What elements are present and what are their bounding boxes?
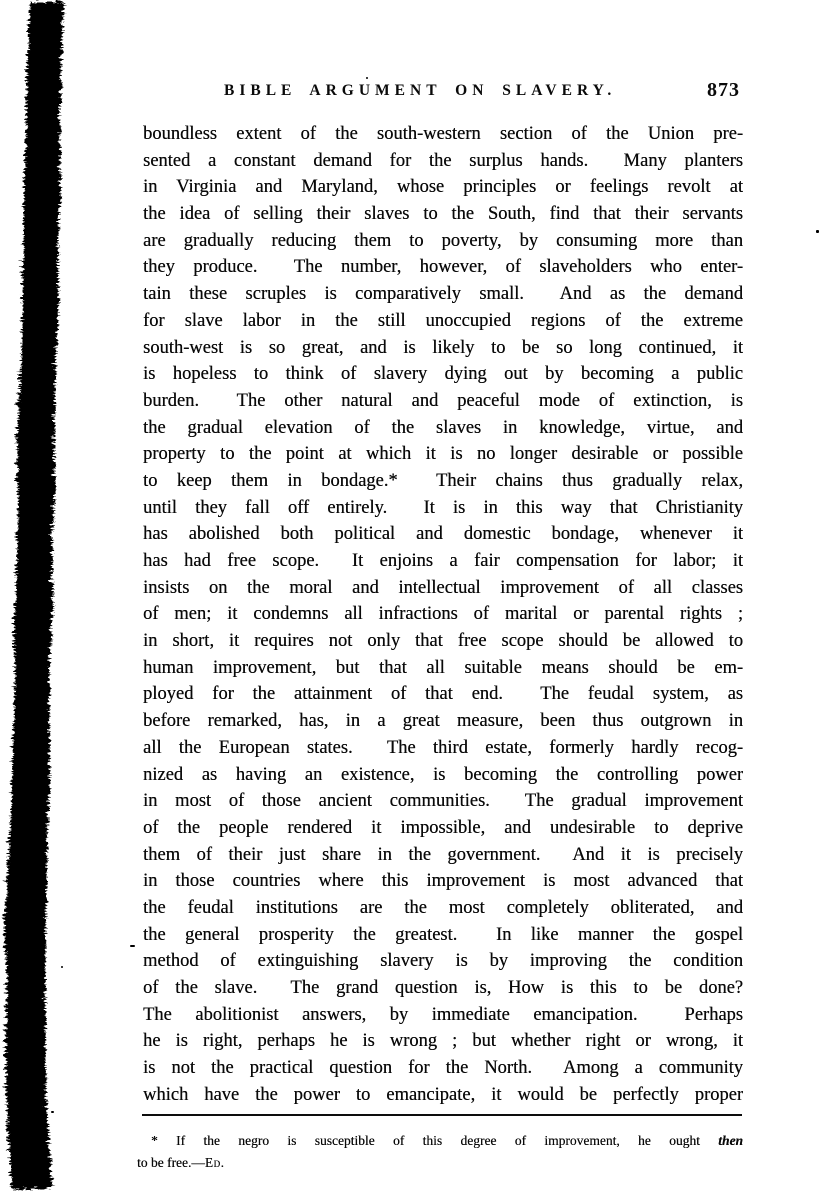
text-line: to keep them in bondage.* Their chains thus gradually relax, <box>143 470 743 491</box>
text-line: in Virginia and Maryland, whose principles or feelings revolt at <box>143 177 743 198</box>
text-line: property to the point at which it is no longer desirable or possible <box>143 444 743 465</box>
text-line: The abolitionist answers, by immediate emancipation. Perhaps <box>143 1004 743 1025</box>
text-line: the gradual elevation of the slaves in knowledge, virtue, and <box>143 417 743 438</box>
text-line: tain these scruples is comparatively small. And as the demand <box>143 284 743 305</box>
text-line: ployed for the attainment of that end. The feudal system, as <box>143 684 743 705</box>
ink-speck <box>61 966 63 968</box>
text-line: which have the power to emancipate, it would be perfectly proper <box>143 1084 743 1105</box>
text-line: them of their just share in the government. And it is precisely <box>143 844 743 865</box>
text-line: are gradually reducing them to poverty, by consuming more than <box>143 230 743 251</box>
footnote-line-1 <box>137 1130 743 1152</box>
text-line: he is right, perhaps he is wrong ; but whether right or wrong, it <box>143 1031 743 1052</box>
text-line: boundless extent of the south-western section of the Union pre- <box>143 124 743 144</box>
text-line: the general prosperity the greatest. In like manner the gospel <box>143 924 743 945</box>
running-title: BIBLE ARGUMENT ON SLAVERY. <box>224 82 617 99</box>
text-line: nized as having an existence, is becoming the controlling power <box>143 764 743 785</box>
text-line: has abolished both political and domestic bondage, whenever it <box>143 524 743 545</box>
footnote-italic-word: then <box>718 1133 743 1148</box>
text-line: sented a constant demand for the surplus hands. Many planters <box>143 150 743 171</box>
scan-binding-shadow <box>0 0 80 1200</box>
text-line: method of extinguishing slavery is by improving the condition <box>143 951 743 972</box>
footnote-editor-abbr: Ed. <box>204 1154 225 1170</box>
text-line: human improvement, but that all suitable means should be em- <box>143 657 743 678</box>
text-line: of the slave. The grand question is, How is this to be done? <box>143 978 743 998</box>
text-line: of the people rendered it impossible, and undesirable to deprive <box>143 817 743 838</box>
footnote-line-2 <box>137 1152 743 1174</box>
text-line: burden. The other natural and peaceful mode of extinction, is <box>143 390 743 411</box>
text-line: insists on the moral and intellectual improvement of all classes <box>143 577 743 598</box>
footnote-text: * If the negro is susceptible of this degree of improvement, he ought <box>151 1133 719 1148</box>
text-line: before remarked, has, in a great measure, been thus outgrown in <box>143 711 743 732</box>
footnote-rule <box>142 1114 742 1116</box>
footnote-text: to be free.— <box>137 1154 205 1170</box>
text-line: is hopeless to think of slavery dying out by becoming a public <box>143 364 743 385</box>
text-line: is not the practical question for the North. Among a community <box>143 1058 743 1079</box>
ink-speck <box>130 945 135 947</box>
text-line: has had free scope. It enjoins a fair compensation for labor; it <box>143 551 743 571</box>
text-line: the idea of selling their slaves to the South, find that their servants <box>143 204 743 225</box>
ink-speck <box>366 77 368 79</box>
text-line: in most of those ancient communities. The gradual improvement <box>143 791 743 812</box>
body-text-block <box>143 121 743 1108</box>
text-line: all the European states. The third estate, formerly hardly recog- <box>143 737 743 758</box>
text-line: for slave labor in the still unoccupied regions of the extreme <box>143 310 743 331</box>
text-line: in short, it requires not only that free scope should be allowed to <box>143 631 743 652</box>
ink-speck <box>51 1111 54 1113</box>
page-number: 873 <box>707 79 740 101</box>
footnote <box>137 1130 743 1173</box>
text-line: until they fall off entirely. It is in this way that Christianity <box>143 497 743 518</box>
text-line: the feudal institutions are the most completely obliterated, and <box>143 897 743 918</box>
text-line: of men; it condemns all infractions of marital or parental rights ; <box>143 604 743 625</box>
text-line: south-west is so great, and is likely to be so long continued, it <box>143 337 743 358</box>
ink-speck <box>816 230 819 233</box>
text-line: in those countries where this improvement is most advanced that <box>143 871 743 892</box>
text-line: they produce. The number, however, of slaveholders who enter- <box>143 257 743 278</box>
